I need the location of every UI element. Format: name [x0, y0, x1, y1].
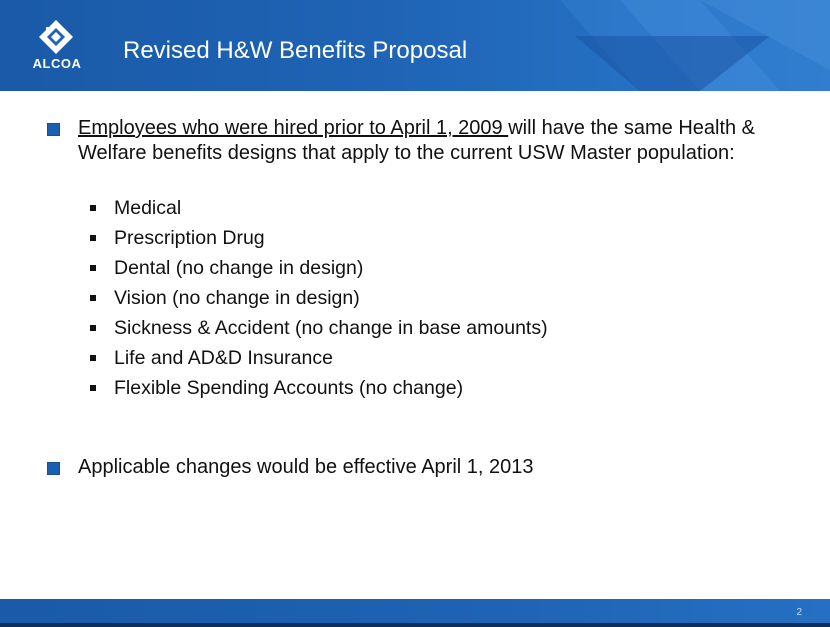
sub-list-item	[90, 223, 548, 253]
sub-item-label: Life and AD&D Insurance	[114, 347, 333, 369]
sub-item-label: Dental (no change in design)	[114, 257, 364, 279]
sub-item-label: Vision (no change in design)	[114, 287, 360, 309]
logo-text: ALCOA	[32, 56, 82, 71]
bullet-item-2: Applicable changes would be effective April 1, 2013	[78, 456, 534, 478]
slide-footer	[0, 599, 830, 627]
bullet-dot-icon	[90, 355, 96, 361]
bullet-item-1	[78, 116, 778, 166]
sub-list-item	[90, 343, 548, 373]
page-number: 2	[796, 607, 802, 618]
slide-header	[0, 0, 830, 91]
sub-list-item	[90, 253, 548, 283]
bullet-dot-icon	[90, 385, 96, 391]
sub-list-item	[90, 373, 548, 403]
slide-title: Revised H&W Benefits Proposal	[123, 37, 468, 64]
bullet-1-text: will have the same Health & Welfare benefits designs that apply to the current USW Master population:	[78, 117, 756, 164]
bullet-dot-icon	[90, 235, 96, 241]
sub-list-item	[90, 193, 548, 223]
bullet-dot-icon	[90, 295, 96, 301]
sub-list-item	[90, 283, 548, 313]
bullet-dot-icon	[90, 325, 96, 331]
sub-item-label: Medical	[114, 197, 182, 219]
sub-item-label: Prescription Drug	[114, 227, 265, 249]
footer-strip	[0, 623, 830, 627]
sub-item-label: Sickness & Accident (no change in base amounts)	[114, 317, 548, 339]
bullet-dot-icon	[90, 205, 96, 211]
bullet-square-icon	[47, 462, 60, 475]
alcoa-logo-icon	[39, 20, 73, 54]
bullet-1-underlined-text: Employees who were hired prior to April 1, 2009	[78, 117, 509, 139]
sub-item-label: Flexible Spending Accounts (no change)	[114, 377, 464, 399]
bullet-dot-icon	[90, 265, 96, 271]
alcoa-logo	[22, 18, 92, 74]
sub-list-item	[90, 313, 548, 343]
bullet-square-icon	[47, 123, 60, 136]
sub-bullet-list	[90, 193, 548, 403]
